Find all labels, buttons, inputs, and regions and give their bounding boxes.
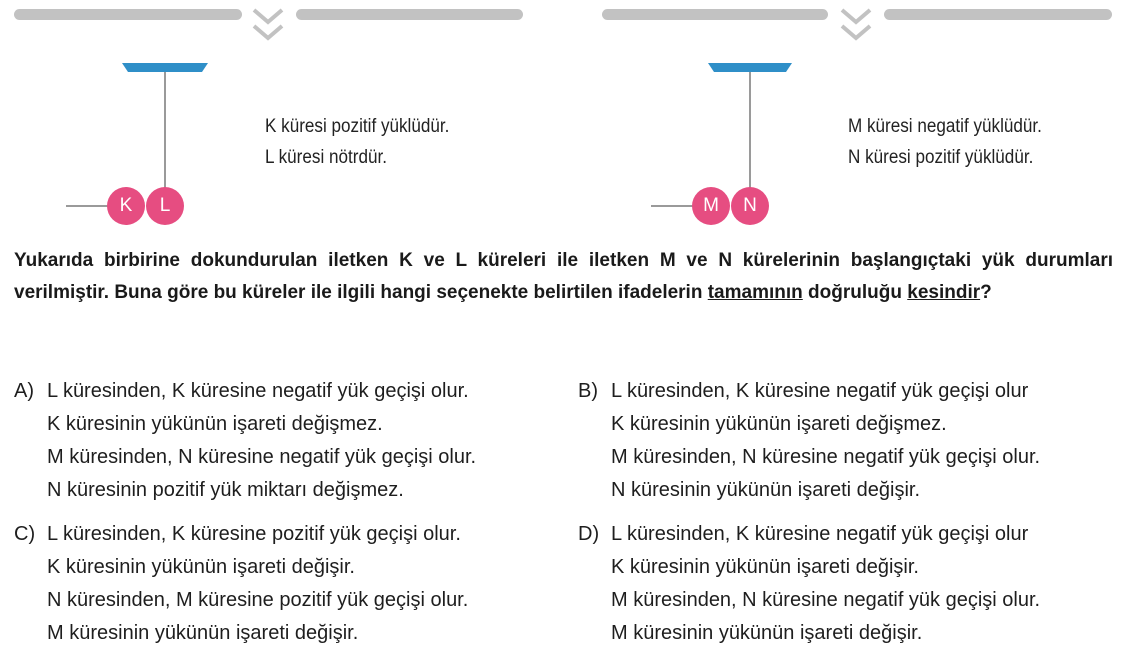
- option-line: L küresinden, K küresine negatif yük geçişi olur: [611, 523, 1029, 545]
- question-text: [14, 245, 1113, 309]
- option-line: L küresinden, K küresine negatif yük geçişi olur: [611, 380, 1029, 402]
- string-right: [749, 72, 751, 188]
- info-line: N küresi pozitif yüklüdür.: [848, 147, 1034, 168]
- option-line: K küresinin yükünün işareti değişmez.: [47, 413, 383, 435]
- option-line: M küresinden, N küresine negatif yük geçişi olur.: [611, 589, 1041, 611]
- option-letter: C): [14, 523, 36, 545]
- info-line: M küresi negatif yüklüdür.: [848, 116, 1042, 137]
- info-left: [265, 111, 449, 173]
- option-line: N küresinin yükünün işareti değişir.: [611, 479, 921, 501]
- support-line-left: [66, 205, 108, 207]
- option-letter: A): [14, 380, 34, 402]
- question-part: ?: [980, 282, 992, 303]
- option-line: N küresinden, M küresine pozitif yük geçişi olur.: [47, 589, 469, 611]
- option-line: M küresinden, N küresine negatif yük geçişi olur.: [611, 446, 1041, 468]
- question-emphasis: kesindir: [907, 282, 981, 303]
- info-line: L küresi nötrdür.: [265, 147, 387, 168]
- info-line: K küresi pozitif yüklüdür.: [265, 116, 450, 137]
- option-line: K küresinin yükünün işareti değişir.: [611, 556, 919, 578]
- option-line: K küresinin yükünün işareti değişir.: [47, 556, 355, 578]
- sphere-k: K: [107, 187, 145, 225]
- support-line-right: [651, 205, 693, 207]
- option-letter: B): [578, 380, 598, 402]
- chevron-down-icon: [836, 7, 876, 45]
- question-emphasis: tamamının: [707, 282, 803, 303]
- top-divider-left-a: [14, 9, 242, 20]
- question-part: Yukarıda birbirine dokundurulan iletken K ve L küreleri ile iletken M ve N kürelerinin başlangıçtaki yük durumları verilmiştir. Buna göre bu küreler ile ilgili hangi seçenekte belirtilen ifadelerin: [14, 250, 1113, 303]
- option-line: N küresinin pozitif yük miktarı değişmez.: [47, 479, 404, 501]
- option-line: L küresinden, K küresine pozitif yük geçişi olur.: [47, 523, 461, 545]
- string-left: [164, 72, 166, 188]
- question-part: doğruluğu: [802, 282, 908, 303]
- option-line: K küresinin yükünün işareti değişmez.: [611, 413, 947, 435]
- option-line: L küresinden, K küresine negatif yük geçişi olur.: [47, 380, 469, 402]
- option-line: M küresinin yükünün işareti değişir.: [47, 622, 359, 644]
- option-line: M küresinden, N küresine negatif yük geçişi olur.: [47, 446, 477, 468]
- top-divider-right-a: [602, 9, 828, 20]
- option-letter: D): [578, 523, 600, 545]
- sphere-m: M: [692, 187, 730, 225]
- chevron-down-icon: [248, 7, 288, 45]
- option-line: M küresinin yükünün işareti değişir.: [611, 622, 923, 644]
- info-right: [848, 111, 1042, 173]
- top-divider-right-b: [884, 9, 1112, 20]
- sphere-l: L: [146, 187, 184, 225]
- top-divider-left-b: [296, 9, 523, 20]
- sphere-n: N: [731, 187, 769, 225]
